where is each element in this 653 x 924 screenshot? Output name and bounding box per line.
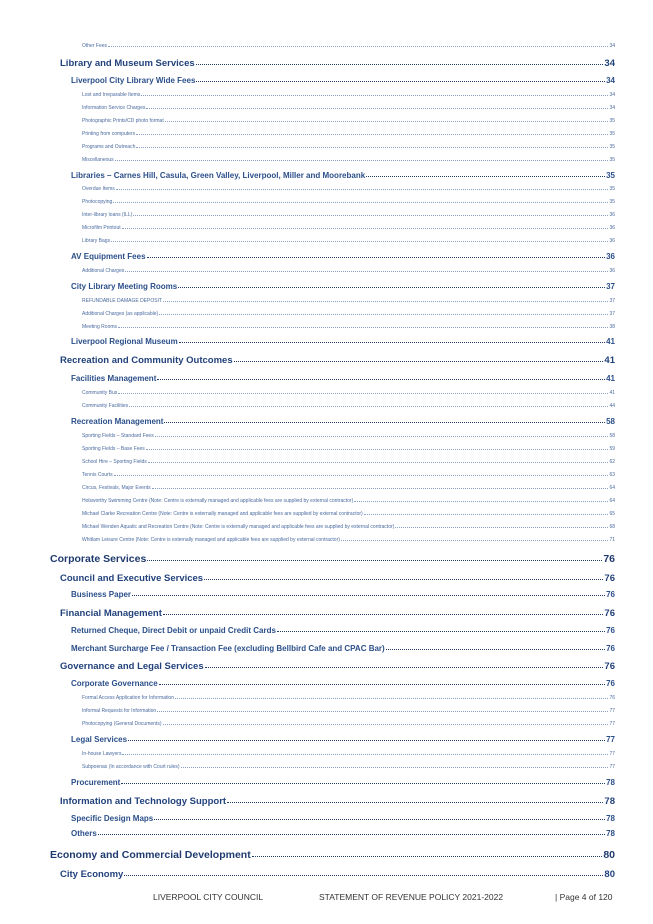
toc-entry-page: 78 [604, 796, 615, 807]
toc-entry-title: Community Bus [82, 390, 118, 396]
toc-dot-leader [165, 120, 609, 122]
toc-dot-leader [148, 461, 609, 463]
page-footer [0, 892, 653, 906]
toc-entry-title: Procurement [71, 778, 121, 787]
toc-dot-leader [157, 710, 608, 712]
toc-entry-page: 76 [604, 608, 615, 619]
toc-dot-leader [341, 539, 609, 541]
toc-dot-leader [133, 214, 608, 216]
toc-entry[interactable] [71, 375, 615, 383]
toc-dot-leader [114, 474, 609, 476]
toc-dot-leader [227, 801, 603, 803]
toc-entry-title: In-house Lawyers [82, 751, 122, 757]
toc-entry-title: Community Facilities [82, 403, 129, 409]
toc-dot-leader [116, 188, 609, 190]
toc-entry-title: Governance and Legal Services [60, 661, 204, 672]
toc-entry[interactable] [82, 200, 615, 205]
toc-dot-leader [141, 94, 608, 96]
toc-entry-page: 36 [609, 212, 615, 218]
toc-entry[interactable] [82, 312, 615, 317]
toc-entry-title: Recreation Management [71, 417, 164, 426]
toc-entry[interactable] [82, 145, 615, 150]
toc-dot-leader [159, 683, 605, 685]
toc-entry-page: 44 [609, 403, 615, 409]
toc-entry-page: 41 [609, 390, 615, 396]
toc-entry[interactable] [82, 44, 615, 49]
toc-entry-title: Miscellaneous [82, 157, 114, 163]
toc-entry[interactable] [71, 736, 615, 744]
toc-entry[interactable] [60, 662, 615, 672]
toc-dot-leader [277, 630, 605, 632]
toc-entry[interactable] [50, 850, 615, 861]
footer-page-number: | Page 4 of 120 [555, 892, 613, 902]
toc-entry[interactable] [71, 779, 615, 787]
toc-entry-page: 62 [609, 459, 615, 465]
toc-dot-leader [147, 256, 606, 258]
toc-entry[interactable] [71, 830, 615, 838]
toc-dot-leader [252, 855, 603, 857]
toc-dot-leader [154, 818, 605, 820]
toc-entry-title: Others [71, 829, 97, 838]
toc-entry-page: 71 [609, 537, 615, 543]
toc-entry-page: 78 [606, 829, 615, 838]
toc-entry-title: Information and Technology Support [60, 796, 227, 807]
toc-dot-leader [152, 487, 609, 489]
toc-entry[interactable] [82, 391, 615, 396]
toc-entry-page: 76 [606, 590, 615, 599]
toc-entry-title: Formal Access Application for Information [82, 695, 174, 701]
toc-entry-page: 65 [609, 511, 615, 517]
toc-entry-title: Corporate Services [50, 553, 147, 565]
toc-dot-leader [121, 782, 605, 784]
toc-entry-title: Additional Charges (as applicable) [82, 311, 159, 317]
toc-entry-title: AV Equipment Fees [71, 252, 146, 261]
toc-entry[interactable] [60, 574, 615, 584]
toc-dot-leader [115, 159, 609, 161]
toc-entry-title: Merchant Surcharge Fee / Transaction Fee (excluding Bellbird Cafe and CPAC Bar) [71, 644, 385, 653]
toc-entry-page: 34 [606, 76, 615, 85]
toc-entry[interactable] [71, 338, 615, 346]
toc-entry-title: Circus, Festivals, Major Events [82, 485, 151, 491]
toc-entry-page: 35 [606, 171, 615, 180]
toc-dot-leader [118, 326, 608, 328]
toc-entry-title: Additional Charges [82, 268, 125, 274]
toc-entry-page: 77 [609, 764, 615, 770]
toc-dot-leader [196, 80, 605, 82]
toc-dot-leader [128, 739, 605, 741]
toc-entry[interactable] [71, 418, 615, 426]
toc-dot-leader [98, 833, 605, 835]
toc-dot-leader [136, 133, 608, 135]
toc-dot-leader [164, 421, 605, 423]
toc-entry[interactable] [71, 283, 615, 291]
toc-entry-page: 41 [604, 355, 615, 366]
toc-entry-page: 41 [606, 337, 615, 346]
footer-organisation: LIVERPOOL CITY COUNCIL [153, 892, 264, 902]
toc-entry[interactable] [82, 709, 615, 714]
toc-entry[interactable] [82, 226, 615, 231]
toc-entry-title: Specific Design Maps [71, 814, 154, 823]
toc-entry-page: 38 [609, 324, 615, 330]
toc-entry-title: Legal Services [71, 735, 128, 744]
toc-entry[interactable] [82, 499, 615, 504]
toc-entry[interactable] [60, 609, 615, 619]
toc-entry-title: Business Paper [71, 590, 132, 599]
toc-entry-title: School Hire – Sporting Fields [82, 459, 147, 465]
toc-entry-title: Liverpool Regional Museum [71, 337, 178, 346]
toc-entry-title: Sporting Fields – Standard Fees [82, 433, 154, 439]
toc-entry-page: 63 [609, 472, 615, 478]
toc-entry-title: Photocopying [82, 199, 113, 205]
toc-entry-title: Michael Clarke Recreation Centre (Note: Centre is externally managed and applicable fees are supplied by external contractor) [82, 511, 363, 517]
toc-entry-page: 76 [604, 661, 615, 672]
toc-entry[interactable] [82, 299, 615, 304]
toc-entry[interactable] [82, 525, 615, 530]
toc-entry-title: Libraries – Carnes Hill, Casula, Green Valley, Liverpool, Miller and Moorebank [71, 171, 366, 180]
toc-dot-leader [147, 559, 602, 561]
toc-dot-leader [234, 360, 604, 362]
toc-entry-title: Facilities Management [71, 374, 157, 383]
toc-entry-title: Council and Executive Services [60, 573, 204, 584]
toc-entry[interactable] [71, 172, 615, 180]
toc-dot-leader [118, 392, 608, 394]
toc-entry-page: 58 [609, 433, 615, 439]
toc-entry[interactable] [60, 797, 615, 807]
toc-entry[interactable] [82, 434, 615, 439]
toc-entry-title: Photographic Prints/CD photo format [82, 118, 164, 124]
toc-entry[interactable] [82, 765, 615, 770]
toc-entry-page: 68 [609, 524, 615, 530]
toc-entry[interactable] [82, 447, 615, 452]
toc-entry-page: 80 [603, 849, 615, 861]
toc-entry-page: 35 [609, 131, 615, 137]
toc-dot-leader [179, 341, 605, 343]
toc-dot-leader [113, 201, 608, 203]
toc-entry-page: 36 [609, 225, 615, 231]
toc-dot-leader [159, 313, 608, 315]
toc-entry-page: 36 [609, 238, 615, 244]
toc-dot-leader [364, 513, 609, 515]
toc-dot-leader [354, 500, 608, 502]
toc-dot-leader [386, 648, 605, 650]
toc-dot-leader [205, 666, 604, 668]
toc-entry[interactable] [82, 93, 615, 98]
toc-entry-title: Holsworthy Swimming Centre (Note: Centre is externally managed and applicable fees are supplied by external contractor) [82, 498, 354, 504]
toc-entry[interactable] [82, 158, 615, 163]
toc-dot-leader [395, 526, 608, 528]
toc-entry-page: 77 [609, 721, 615, 727]
toc-entry-page: 64 [609, 498, 615, 504]
toc-dot-leader [129, 405, 608, 407]
toc-entry[interactable] [82, 538, 615, 543]
toc-entry[interactable] [71, 591, 615, 599]
toc-entry-page: 77 [609, 751, 615, 757]
toc-entry-page: 41 [606, 374, 615, 383]
toc-entry-title: Michael Wenden Aquatic and Recreation Centre (Note: Centre is externally managed and applicable fees are supplied by external contractor) [82, 524, 395, 530]
toc-entry-title: Whitlam Leisure Centre (Note: Centre is externally managed and applicable fees are supplied by external contractor) [82, 537, 340, 543]
toc-entry[interactable] [82, 119, 615, 124]
toc-entry-title: City Economy [60, 869, 124, 880]
toc-entry[interactable] [71, 815, 615, 823]
toc-entry-page: 58 [606, 417, 615, 426]
toc-dot-leader [155, 435, 609, 437]
toc-entry-page: 35 [609, 118, 615, 124]
toc-entry-page: 78 [606, 814, 615, 823]
toc-entry-title: Liverpool City Library Wide Fees [71, 76, 196, 85]
toc-entry[interactable] [71, 645, 615, 653]
toc-dot-leader [122, 753, 608, 755]
toc-dot-leader [178, 286, 605, 288]
toc-dot-leader [146, 448, 609, 450]
toc-entry-title: Other Fees [82, 43, 108, 49]
toc-entry-page: 59 [609, 446, 615, 452]
toc-entry-title: Photocopying (General Documents) [82, 721, 162, 727]
toc-entry-title: Economy and Commercial Development [50, 849, 251, 861]
toc-entry[interactable] [60, 59, 615, 69]
toc-entry-page: 78 [606, 778, 615, 787]
toc-entry-title: REFUNDABLE DAMAGE DEPOSIT [82, 298, 163, 304]
toc-dot-leader [204, 578, 603, 580]
toc-dot-leader [124, 874, 603, 876]
toc-dot-leader [111, 240, 608, 242]
toc-entry[interactable] [82, 213, 615, 218]
toc-entry[interactable] [82, 460, 615, 465]
toc-entry[interactable] [82, 696, 615, 701]
toc-entry-title: Meeting Rooms [82, 324, 118, 330]
toc-entry[interactable] [71, 253, 615, 261]
toc-entry[interactable] [82, 473, 615, 478]
toc-entry-page: 64 [609, 485, 615, 491]
toc-entry-page: 37 [606, 282, 615, 291]
toc-entry-title: Financial Management [60, 608, 162, 619]
toc-dot-leader [125, 270, 608, 272]
toc-entry[interactable] [82, 106, 615, 111]
toc-entry-title: Tennis Courts [82, 472, 113, 478]
toc-entry[interactable] [82, 752, 615, 757]
toc-entry[interactable] [82, 722, 615, 727]
toc-entry-title: Information Service Charges [82, 105, 146, 111]
toc-entry[interactable] [60, 356, 615, 366]
toc-entry[interactable] [82, 132, 615, 137]
toc-entry-title: Programs and Outreach [82, 144, 136, 150]
toc-dot-leader [122, 227, 609, 229]
toc-dot-leader [136, 146, 608, 148]
toc-dot-leader [108, 45, 608, 47]
toc-entry-page: 76 [609, 695, 615, 701]
toc-entry-title: Overdue Items [82, 186, 115, 192]
toc-entry-page: 34 [609, 43, 615, 49]
toc-entry-page: 34 [604, 58, 615, 69]
toc-entry-page: 37 [609, 311, 615, 317]
toc-entry-page: 36 [606, 252, 615, 261]
toc-dot-leader [146, 107, 608, 109]
toc-entry-page: 76 [606, 644, 615, 653]
toc-entry[interactable] [82, 486, 615, 491]
toc-entry-title: Microfilm Printout [82, 225, 121, 231]
toc-dot-leader [366, 175, 605, 177]
toc-entry-page: 35 [609, 186, 615, 192]
toc-entry-page: 76 [606, 626, 615, 635]
toc-entry-title: Sporting Fields – Base Fees [82, 446, 145, 452]
toc-dot-leader [181, 766, 609, 768]
toc-dot-leader [163, 300, 608, 302]
toc-entry-page: 77 [606, 735, 615, 744]
toc-entry-page: 35 [609, 157, 615, 163]
toc-entry-title: Subpoenas (In accordance with Court rules) [82, 764, 180, 770]
toc-dot-leader [132, 594, 605, 596]
toc-entry-title: Corporate Governance [71, 679, 158, 688]
toc-entry-title: City Library Meeting Rooms [71, 282, 178, 291]
toc-dot-leader [196, 63, 604, 65]
toc-entry-title: Printing from computers [82, 131, 136, 137]
toc-entry-page: 34 [609, 92, 615, 98]
toc-entry-title: Library Bags [82, 238, 111, 244]
toc-entry-title: Recreation and Community Outcomes [60, 355, 233, 366]
toc-entry-page: 35 [609, 144, 615, 150]
toc-dot-leader [157, 378, 605, 380]
toc-entry[interactable] [50, 554, 615, 565]
toc-entry[interactable] [71, 77, 615, 85]
footer-document-title: STATEMENT OF REVENUE POLICY 2021-2022 [319, 892, 504, 902]
toc-dot-leader [163, 723, 609, 725]
toc-entry-title: Returned Cheque, Direct Debit or unpaid Credit Cards [71, 626, 276, 635]
toc-dot-leader [175, 697, 608, 699]
toc-entry[interactable] [60, 870, 615, 880]
toc-entry[interactable] [71, 680, 615, 688]
toc-entry-page: 76 [606, 679, 615, 688]
toc-entry[interactable] [82, 269, 615, 274]
toc-entry-page: 37 [609, 298, 615, 304]
toc-entry-page: 77 [609, 708, 615, 714]
toc-entry-title: Informal Requests for Information [82, 708, 157, 714]
toc-entry-page: 76 [603, 553, 615, 565]
toc-entry[interactable] [82, 404, 615, 409]
toc-entry-title: Lost and Irreparable Items [82, 92, 141, 98]
toc-entry-page: 35 [609, 199, 615, 205]
toc-entry[interactable] [82, 325, 615, 330]
toc-entry[interactable] [82, 239, 615, 244]
toc-entry[interactable] [82, 512, 615, 517]
toc-entry-title: Inter-library loans (ILL) [82, 212, 133, 218]
toc-entry-page: 36 [609, 268, 615, 274]
toc-entry-title: Library and Museum Services [60, 58, 195, 69]
toc-entry[interactable] [71, 627, 615, 635]
toc-entry-page: 80 [604, 869, 615, 880]
toc-entry-page: 34 [609, 105, 615, 111]
toc-entry-page: 76 [604, 573, 615, 584]
toc-entry[interactable] [82, 187, 615, 192]
toc-dot-leader [163, 613, 604, 615]
